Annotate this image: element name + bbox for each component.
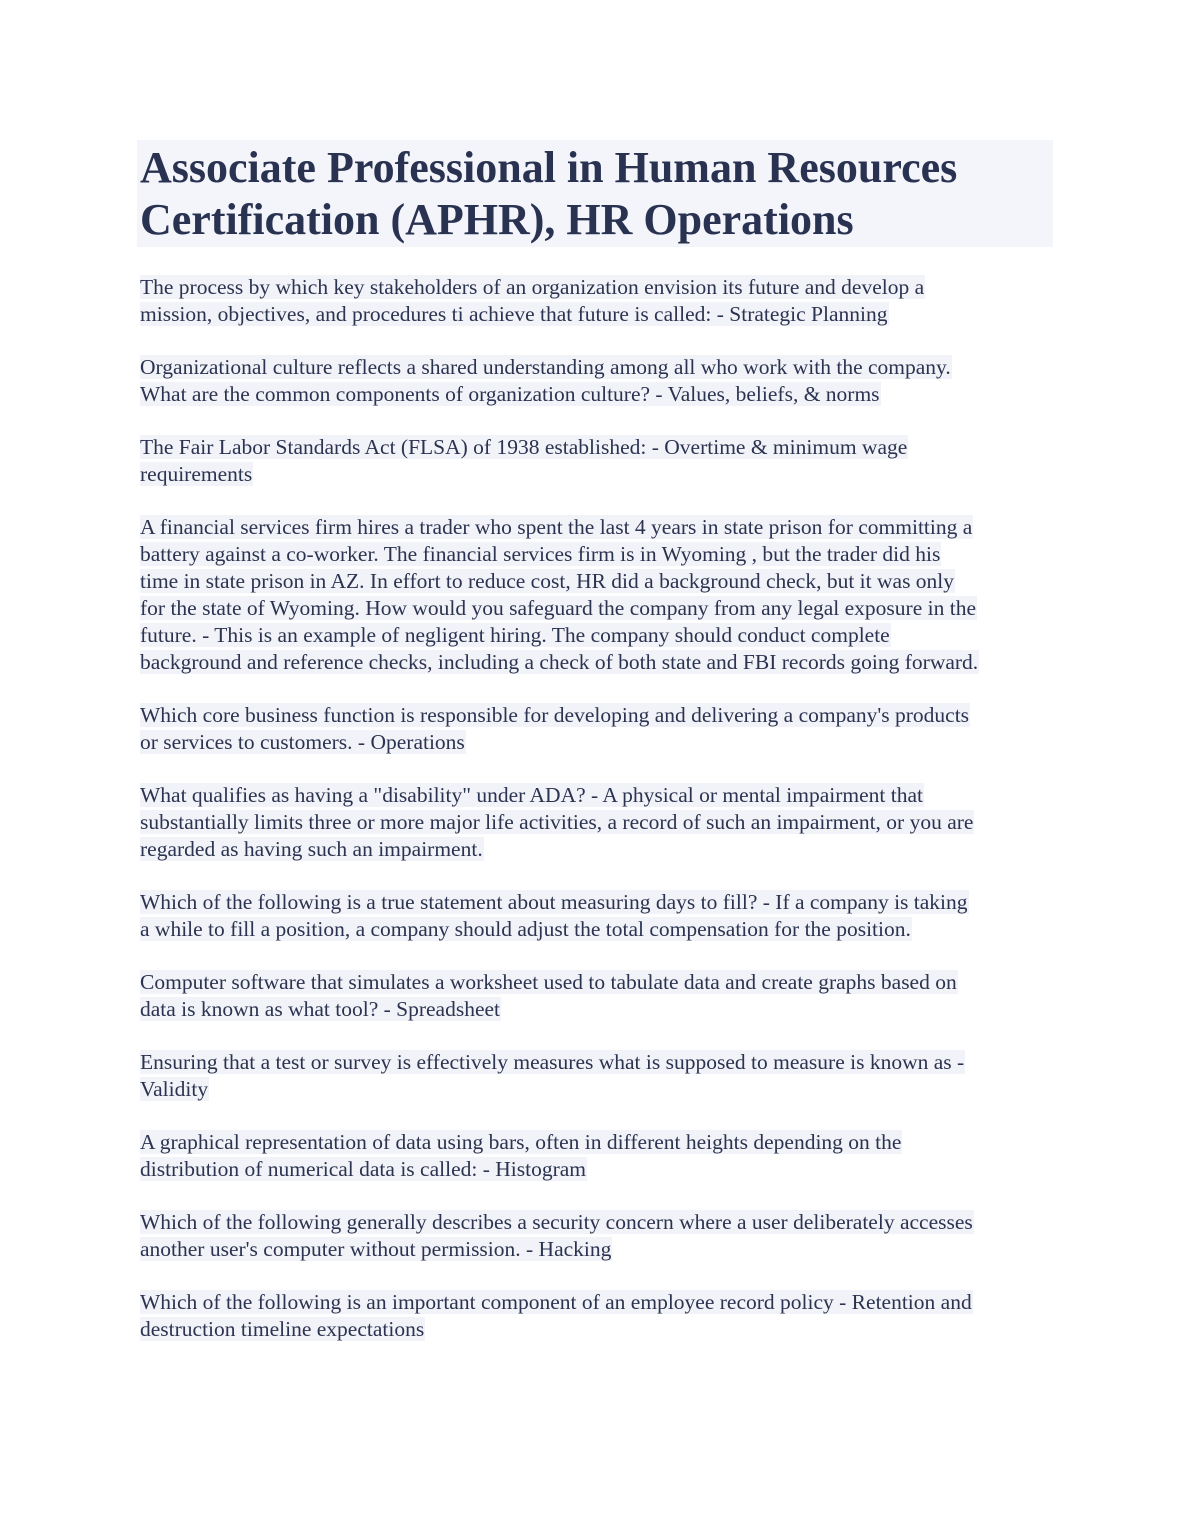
qa-line — [140, 568, 1060, 595]
qa-entry — [140, 514, 1060, 676]
qa-line-text: A financial services firm hires a trader who spent the last 4 years in state prison for committing a — [140, 515, 973, 539]
qa-line-text: destruction timeline expectations — [140, 1317, 425, 1341]
qa-line-text: Validity — [140, 1077, 209, 1101]
qa-line-text: Organizational culture reflects a shared understanding among all who work with the company. — [140, 355, 951, 379]
qa-line-text: time in state prison in AZ. In effort to reduce cost, HR did a background check, but it was only — [140, 569, 955, 593]
qa-line-text: regarded as having such an impairment. — [140, 837, 483, 861]
question-answer-list — [140, 274, 1060, 1369]
qa-line — [140, 1129, 1060, 1156]
qa-line — [140, 1289, 1060, 1316]
qa-line — [140, 1316, 1060, 1343]
qa-line — [140, 301, 1060, 328]
qa-line — [140, 461, 1060, 488]
qa-line — [140, 274, 1060, 301]
qa-entry — [140, 1289, 1060, 1343]
qa-line — [140, 782, 1060, 809]
qa-line-text: for the state of Wyoming. How would you safeguard the company from any legal exposure in the — [140, 596, 976, 620]
qa-line — [140, 729, 1060, 756]
qa-line — [140, 622, 1060, 649]
qa-entry — [140, 1049, 1060, 1103]
qa-line-text: a while to fill a position, a company should adjust the total compensation for the position. — [140, 917, 911, 941]
qa-line — [140, 702, 1060, 729]
qa-entry — [140, 782, 1060, 863]
qa-line-text: mission, objectives, and procedures ti achieve that future is called: - Strategic Planning — [140, 302, 888, 326]
qa-line-text: substantially limits three or more major life activities, a record of such an impairment, or you are — [140, 810, 974, 834]
qa-line-text: Which core business function is responsible for developing and delivering a company's products — [140, 703, 970, 727]
qa-line-text: data is known as what tool? - Spreadsheet — [140, 997, 501, 1021]
qa-line — [140, 434, 1060, 461]
qa-line — [140, 595, 1060, 622]
document-title — [137, 140, 1053, 247]
qa-line-text: background and reference checks, including a check of both state and FBI records going forward. — [140, 650, 979, 674]
qa-entry — [140, 1209, 1060, 1263]
qa-line — [140, 1076, 1060, 1103]
qa-line — [140, 1236, 1060, 1263]
qa-line-text: The Fair Labor Standards Act (FLSA) of 1938 established: - Overtime & minimum wage — [140, 435, 908, 459]
qa-entry — [140, 969, 1060, 1023]
qa-line-text: The process by which key stakeholders of an organization envision its future and develop a — [140, 275, 925, 299]
qa-line — [140, 809, 1060, 836]
qa-line-text: Which of the following generally describes a security concern where a user deliberately accesses — [140, 1210, 973, 1234]
qa-line-text: requirements — [140, 462, 253, 486]
qa-line — [140, 381, 1060, 408]
qa-entry — [140, 434, 1060, 488]
qa-line-text: Which of the following is an important component of an employee record policy - Retention and — [140, 1290, 972, 1314]
qa-entry — [140, 274, 1060, 328]
qa-line — [140, 354, 1060, 381]
qa-entry — [140, 1129, 1060, 1183]
qa-entry — [140, 889, 1060, 943]
qa-line — [140, 514, 1060, 541]
qa-line — [140, 969, 1060, 996]
title-line-1: Associate Professional in Human Resources — [140, 143, 958, 192]
title-line-2: Certification (APHR), HR Operations — [140, 195, 854, 244]
qa-line — [140, 1156, 1060, 1183]
qa-line-text: A graphical representation of data using bars, often in different heights depending on the — [140, 1130, 902, 1154]
qa-entry — [140, 702, 1060, 756]
qa-line — [140, 996, 1060, 1023]
qa-line — [140, 889, 1060, 916]
qa-line-text: battery against a co-worker. The financial services firm is in Wyoming , but the trader did his — [140, 542, 941, 566]
qa-line-text: or services to customers. - Operations — [140, 730, 465, 754]
qa-entry — [140, 354, 1060, 408]
qa-line — [140, 836, 1060, 863]
qa-line-text: Ensuring that a test or survey is effectively measures what is supposed to measure is known as - — [140, 1050, 965, 1074]
qa-line-text: another user's computer without permission. - Hacking — [140, 1237, 612, 1261]
qa-line — [140, 649, 1060, 676]
qa-line — [140, 916, 1060, 943]
qa-line — [140, 1049, 1060, 1076]
qa-line-text: future. - This is an example of negligent hiring. The company should conduct complete — [140, 623, 890, 647]
qa-line — [140, 541, 1060, 568]
qa-line-text: Computer software that simulates a worksheet used to tabulate data and create graphs based on — [140, 970, 957, 994]
qa-line-text: distribution of numerical data is called: - Histogram — [140, 1157, 587, 1181]
qa-line-text: What are the common components of organization culture? - Values, beliefs, & norms — [140, 382, 880, 406]
qa-line-text: What qualifies as having a "disability" under ADA? - A physical or mental impairment that — [140, 783, 924, 807]
qa-line-text: Which of the following is a true statement about measuring days to fill? - If a company is taking — [140, 890, 968, 914]
qa-line — [140, 1209, 1060, 1236]
